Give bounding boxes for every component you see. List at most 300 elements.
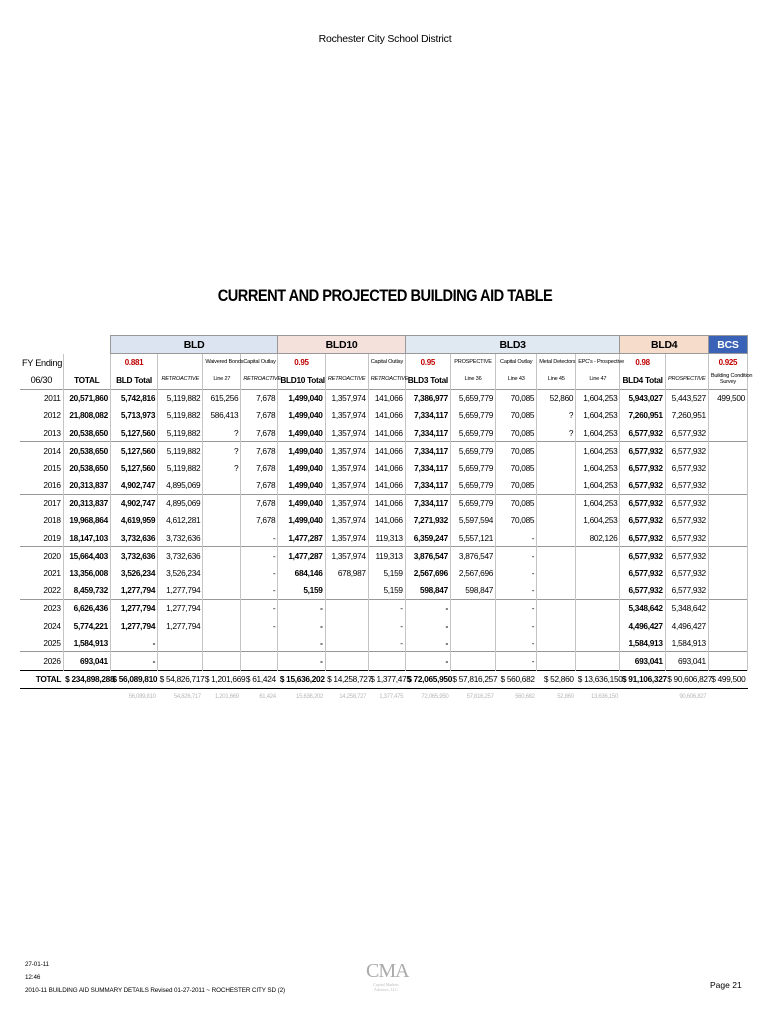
- bcs-cell: [708, 564, 747, 581]
- total-cell: 6,626,436: [63, 599, 110, 617]
- waiv-cell: [203, 547, 241, 565]
- total-cell: 20,313,837: [63, 494, 110, 512]
- metal-cell: [537, 529, 576, 547]
- bld3-prosp-cell: [450, 599, 495, 617]
- bld10-retro2-cell: -: [368, 617, 405, 634]
- ghost-metal-cell: 52,860: [557, 694, 574, 701]
- column-header-row: [20, 371, 748, 389]
- ghost-bld4-prosp-cell: 90,606,827: [679, 694, 707, 701]
- total-cell: 20,538,650: [63, 459, 110, 476]
- bld4-total-cell: 7,260,951: [620, 407, 665, 424]
- ghost-bld10-retro-cell: 14,258,727: [339, 694, 367, 701]
- group-bld4: BLD4: [620, 336, 708, 354]
- total-cell: 5,774,221: [63, 617, 110, 634]
- rate-bld10: 0.95: [278, 354, 325, 372]
- bld3-total-cell: -: [405, 652, 450, 670]
- waiv-cell: ?: [203, 442, 241, 460]
- group-bld: BLD: [110, 336, 277, 354]
- fy-cell: 2026: [20, 652, 63, 670]
- total-metal-cell: $ 52,860: [537, 670, 576, 688]
- ghost-epcs-cell: 13,636,150: [590, 694, 618, 701]
- district-header: Rochester City School District: [318, 33, 452, 45]
- fy-cell: 2012: [20, 407, 63, 424]
- bld3-prosp-cell: 5,659,779: [450, 477, 495, 495]
- waiv-cell: 615,256: [203, 389, 241, 407]
- bld-cap-cell: [241, 652, 278, 670]
- bld4-total-cell: 6,577,932: [620, 459, 665, 476]
- metal-cell: [537, 494, 576, 512]
- bld3-prosp-cell: 5,659,779: [450, 442, 495, 460]
- table-row: [20, 477, 748, 495]
- bld10-retro2-cell: -: [368, 599, 405, 617]
- rate-bcs: 0.925: [708, 354, 747, 372]
- waiv-cell: [203, 494, 241, 512]
- bld4-prosp-cell: 6,577,932: [665, 424, 708, 442]
- metal-cell: [537, 564, 576, 581]
- totals-row: [20, 670, 748, 688]
- total-bld3-prosp-cell: $ 57,816,257: [450, 670, 495, 688]
- bld4-total-cell: 5,943,027: [620, 389, 665, 407]
- bld3-prosp-cell: 5,597,594: [450, 512, 495, 529]
- table-row: [20, 634, 748, 652]
- bld3-prosp-cell: 5,659,779: [450, 424, 495, 442]
- bld10-retro2-cell: 141,066: [368, 389, 405, 407]
- bld-total-cell: 1,277,794: [110, 582, 157, 600]
- total-bld4-total-cell: $ 91,106,327: [620, 670, 665, 688]
- bcs-cell: [708, 617, 747, 634]
- bld4-prosp-cell: 693,041: [665, 652, 708, 670]
- table-row: [20, 617, 748, 634]
- table-row: [20, 564, 748, 581]
- metal-cell: 52,860: [537, 389, 576, 407]
- bld4-prosp-cell: 4,496,427: [665, 617, 708, 634]
- bld10-total-cell: 1,499,040: [278, 477, 325, 495]
- metal-detectors-label: Metal Detectors: [537, 354, 576, 372]
- waiv-cell: 586,413: [203, 407, 241, 424]
- bld10-total-cell: 1,499,040: [278, 512, 325, 529]
- total-bld10-retro2-cell: $ 1,377,475: [368, 670, 405, 688]
- bld4-prosp-header: PROSPECTIVE: [665, 371, 708, 389]
- bcs-cell: [708, 442, 747, 460]
- fy-cell: 2022: [20, 582, 63, 600]
- line45-header: Line 45: [537, 371, 576, 389]
- bld4-prosp-cell: 5,443,527: [665, 389, 708, 407]
- bld4-total-cell: 693,041: [620, 652, 665, 670]
- bld3-retro-cell: 70,085: [496, 407, 537, 424]
- table-row: [20, 547, 748, 565]
- bld3-prosp-cell: 5,659,779: [450, 459, 495, 476]
- ghost-bld3-retro-cell: 560,682: [515, 694, 535, 701]
- bcs-cell: [708, 459, 747, 476]
- bld3-retro-cell: -: [496, 652, 537, 670]
- total-bld-retro-cell: $ 54,826,717: [158, 670, 203, 688]
- metal-cell: [537, 512, 576, 529]
- total-bcs-cell: $ 499,500: [708, 670, 747, 688]
- fy-cell: 2016: [20, 477, 63, 495]
- bld10-total-cell: 1,477,287: [278, 529, 325, 547]
- epcs-cell: [576, 547, 620, 565]
- bld10-retro-cell: 678,987: [325, 564, 368, 581]
- bld3-total-cell: 7,334,117: [405, 494, 450, 512]
- bld-cap-cell: -: [241, 582, 278, 600]
- ghost-bld10-total-cell: 15,636,202: [296, 694, 324, 701]
- bld-cap-cell: -: [241, 529, 278, 547]
- bld4-prosp-cell: 6,577,932: [665, 512, 708, 529]
- bld10-retro-cell: 1,357,974: [325, 547, 368, 565]
- bld10-total-cell: -: [278, 634, 325, 652]
- bld-total-cell: 3,732,636: [110, 547, 157, 565]
- metal-cell: [537, 652, 576, 670]
- bld3-retro-cell: 70,085: [496, 512, 537, 529]
- bld-cap-cell: 7,678: [241, 459, 278, 476]
- bld3-retro-cell: 70,085: [496, 494, 537, 512]
- page-title: CURRENT AND PROJECTED BUILDING AID TABLE: [217, 286, 553, 305]
- bld4-prosp-cell: 7,260,951: [665, 407, 708, 424]
- bld3-total-cell: -: [405, 634, 450, 652]
- metal-cell: [537, 617, 576, 634]
- waiv-cell: [203, 599, 241, 617]
- bld4-total-cell: 6,577,932: [620, 582, 665, 600]
- bld10-retro-header: RETROACTIVE: [325, 371, 368, 389]
- bld-total-cell: 4,902,747: [110, 494, 157, 512]
- waiv-cell: ?: [203, 424, 241, 442]
- bld10-retro-cell: 1,357,974: [325, 424, 368, 442]
- bld3-total-cell: 7,386,977: [405, 389, 450, 407]
- bld10-retro-cell: 1,357,974: [325, 459, 368, 476]
- bld4-total-cell: 6,577,932: [620, 442, 665, 460]
- fy-cell: 2024: [20, 617, 63, 634]
- cma-logo: CMA Capital Markets Advisors, LLC: [366, 960, 409, 992]
- bld3-prosp-cell: 5,659,779: [450, 494, 495, 512]
- bld-cap-cell: 7,678: [241, 407, 278, 424]
- bld3-total-header: BLD3 Total: [405, 371, 450, 389]
- waiv-cell: [203, 477, 241, 495]
- epcs-cell: [576, 599, 620, 617]
- waivered-bonds-label: Waivered Bonds: [203, 354, 241, 372]
- bld-cap-cell: -: [241, 617, 278, 634]
- bld3-retro-cell: -: [496, 634, 537, 652]
- bld10-retro2-cell: 5,159: [368, 564, 405, 581]
- bld4-total-cell: 6,577,932: [620, 494, 665, 512]
- group-bcs: BCS: [708, 336, 747, 354]
- bld10-retro2-cell: [368, 652, 405, 670]
- bld-total-cell: 3,526,234: [110, 564, 157, 581]
- bld10-total-cell: 1,499,040: [278, 459, 325, 476]
- waiv-cell: [203, 529, 241, 547]
- bld10-retro2-cell: 141,066: [368, 512, 405, 529]
- epcs-cell: [576, 634, 620, 652]
- metal-cell: [537, 599, 576, 617]
- bld3-retro-cell: -: [496, 617, 537, 634]
- bld3-total-cell: 3,876,547: [405, 547, 450, 565]
- capital-outlay-label-2: Capital Outlay: [368, 354, 405, 372]
- bcs-cell: [708, 652, 747, 670]
- bld-cap-cell: 7,678: [241, 477, 278, 495]
- bld3-retro-cell: -: [496, 582, 537, 600]
- fy-cell: 2013: [20, 424, 63, 442]
- bld10-retro2-cell: 5,159: [368, 582, 405, 600]
- bld10-total-cell: 1,499,040: [278, 389, 325, 407]
- bld10-retro-cell: [325, 617, 368, 634]
- bcs-cell: [708, 424, 747, 442]
- bcs-cell: [708, 599, 747, 617]
- bld4-prosp-cell: 6,577,932: [665, 477, 708, 495]
- bld-total-cell: 4,619,959: [110, 512, 157, 529]
- total-cell: 693,041: [63, 652, 110, 670]
- table-row: [20, 512, 748, 529]
- bcs-cell: 499,500: [708, 389, 747, 407]
- total-waiv-cell: $ 1,201,669: [203, 670, 241, 688]
- bld3-total-cell: 7,334,117: [405, 407, 450, 424]
- rate-bld4: 0.98: [620, 354, 665, 372]
- line47-header: Line 47: [576, 371, 620, 389]
- bld3-retro-cell: -: [496, 564, 537, 581]
- epcs-cell: 1,604,253: [576, 477, 620, 495]
- metal-cell: ?: [537, 424, 576, 442]
- bld4-prosp-cell: 6,577,932: [665, 494, 708, 512]
- total-header: TOTAL: [63, 371, 110, 389]
- building-condition-header: Building Condition Survey: [708, 371, 747, 389]
- bld-total-cell: 5,742,816: [110, 389, 157, 407]
- bld-retro-cell: 4,895,069: [158, 494, 203, 512]
- table-row: [20, 494, 748, 512]
- bld3-total-cell: 7,334,117: [405, 477, 450, 495]
- bld10-retro2-cell: 141,066: [368, 477, 405, 495]
- total-bld10-total-cell: $ 15,636,202: [278, 670, 325, 688]
- bld-total-cell: 5,127,560: [110, 424, 157, 442]
- bld4-total-cell: 6,577,932: [620, 547, 665, 565]
- bld-cap-cell: 7,678: [241, 424, 278, 442]
- ghost-bld3-total-cell: 72,065,950: [421, 694, 449, 701]
- bld3-total-cell: 7,334,117: [405, 424, 450, 442]
- bld10-retro-cell: [325, 599, 368, 617]
- total-total-cell: $ 234,898,288: [63, 670, 110, 688]
- bld10-total-cell: -: [278, 652, 325, 670]
- total-cell: 20,538,650: [63, 442, 110, 460]
- ghost-empty-cell: [63, 688, 110, 706]
- total-cell: 18,147,103: [63, 529, 110, 547]
- fy-cell: 2018: [20, 512, 63, 529]
- bld-total-cell: 5,127,560: [110, 459, 157, 476]
- bld10-retro-cell: 1,357,974: [325, 442, 368, 460]
- epcs-cell: 802,126: [576, 529, 620, 547]
- epcs-cell: 1,604,253: [576, 407, 620, 424]
- bld3-retro-cell: -: [496, 529, 537, 547]
- bld-total-cell: 1,277,794: [110, 599, 157, 617]
- waiv-cell: [203, 582, 241, 600]
- total-bld-total-cell: $ 56,089,810: [110, 670, 157, 688]
- bld-total-cell: 5,127,560: [110, 442, 157, 460]
- bld10-retro-cell: [325, 652, 368, 670]
- bld4-prosp-cell: 5,348,642: [665, 599, 708, 617]
- metal-cell: ?: [537, 407, 576, 424]
- bld-total-cell: 1,277,794: [110, 617, 157, 634]
- epcs-cell: [576, 564, 620, 581]
- group-bld3: BLD3: [405, 336, 620, 354]
- bld-cap-retro-header: RETROACTIVE: [241, 371, 278, 389]
- bld3-prosp-cell: [450, 652, 495, 670]
- bcs-cell: [708, 529, 747, 547]
- bld3-total-cell: 598,847: [405, 582, 450, 600]
- bld4-prosp-cell: 6,577,932: [665, 582, 708, 600]
- total-cell: 8,459,732: [63, 582, 110, 600]
- table-row: [20, 424, 748, 442]
- ghost-empty-cell: [708, 688, 747, 706]
- bld-retro-cell: 4,895,069: [158, 477, 203, 495]
- bld10-total-cell: -: [278, 617, 325, 634]
- table-row: [20, 459, 748, 476]
- page-number: Page 21: [710, 980, 742, 990]
- bld4-prosp-cell: 6,577,932: [665, 459, 708, 476]
- bld10-total-cell: 1,499,040: [278, 407, 325, 424]
- bld4-total-cell: 6,577,932: [620, 477, 665, 495]
- bld10-total-cell: 5,159: [278, 582, 325, 600]
- fy-ending-label: FY Ending: [20, 354, 63, 372]
- bld3-prosp-cell: 598,847: [450, 582, 495, 600]
- ghost-waiv-cell: 1,201,669: [214, 694, 239, 701]
- fy-cell: 2015: [20, 459, 63, 476]
- table-row: [20, 582, 748, 600]
- total-cell: 20,538,650: [63, 424, 110, 442]
- waiv-cell: [203, 634, 241, 652]
- total-bld-cap-cell: $ 61,424: [241, 670, 278, 688]
- bld-cap-cell: -: [241, 599, 278, 617]
- bld4-total-cell: 6,577,932: [620, 512, 665, 529]
- metal-cell: [537, 459, 576, 476]
- bld4-prosp-cell: 6,577,932: [665, 529, 708, 547]
- bld10-total-cell: 1,477,287: [278, 547, 325, 565]
- prospective-label: PROSPECTIVE: [450, 354, 495, 372]
- line43-header: Line 43: [496, 371, 537, 389]
- bld10-retro-cell: 1,357,974: [325, 407, 368, 424]
- bld3-retro-cell: 70,085: [496, 442, 537, 460]
- bld10-retro2-cell: 141,066: [368, 407, 405, 424]
- bld10-retro-cell: 1,357,974: [325, 494, 368, 512]
- bld3-total-cell: 6,359,247: [405, 529, 450, 547]
- bcs-cell: [708, 477, 747, 495]
- bld10-retro-cell: 1,357,974: [325, 512, 368, 529]
- bld10-retro-cell: 1,357,974: [325, 477, 368, 495]
- line27-header: Line 27: [203, 371, 241, 389]
- ghost-bld10-retro2-cell: 1,377,475: [379, 694, 404, 701]
- bcs-cell: [708, 494, 747, 512]
- bld-total-header: BLD Total: [110, 371, 157, 389]
- bld4-prosp-cell: 1,584,913: [665, 634, 708, 652]
- bld10-retro2-cell: 141,066: [368, 494, 405, 512]
- bld10-retro-cell: [325, 634, 368, 652]
- metal-cell: [537, 582, 576, 600]
- bld-retro-cell: 5,119,882: [158, 442, 203, 460]
- bld10-retro2-header: RETROACTIVE: [368, 371, 405, 389]
- bld10-retro2-cell: -: [368, 634, 405, 652]
- bld-cap-cell: -: [241, 564, 278, 581]
- fy-cell: 2020: [20, 547, 63, 565]
- total-bld4-prosp-cell: $ 90,606,827: [665, 670, 708, 688]
- bld3-total-cell: -: [405, 617, 450, 634]
- fy-cell: 2017: [20, 494, 63, 512]
- bld-total-cell: -: [110, 652, 157, 670]
- bld-retro-cell: [158, 634, 203, 652]
- bcs-cell: [708, 547, 747, 565]
- capital-outlay-label-3: Capital Outlay: [496, 354, 537, 372]
- fy-cell: 2011: [20, 389, 63, 407]
- capital-outlay-label: Capital Outlay: [241, 354, 278, 372]
- bld3-prosp-cell: 5,557,121: [450, 529, 495, 547]
- fy-cell: 2019: [20, 529, 63, 547]
- bld-retro-cell: 5,119,882: [158, 407, 203, 424]
- epcs-label: EPC's - Prospective: [576, 354, 620, 372]
- total-cell: 13,356,008: [63, 564, 110, 581]
- bld10-retro-cell: 1,357,974: [325, 389, 368, 407]
- table-row: [20, 442, 748, 460]
- bld4-prosp-cell: 6,577,932: [665, 547, 708, 565]
- total-epcs-cell: $ 13,636,150: [576, 670, 620, 688]
- rate-bld: 0.881: [110, 354, 157, 372]
- bld4-total-cell: 4,496,427: [620, 617, 665, 634]
- bld4-total-cell: 6,577,932: [620, 564, 665, 581]
- bld-total-cell: 3,732,636: [110, 529, 157, 547]
- bcs-cell: [708, 582, 747, 600]
- bld3-prosp-cell: 5,659,779: [450, 389, 495, 407]
- building-aid-table: [20, 335, 753, 706]
- bld3-total-cell: 7,334,117: [405, 459, 450, 476]
- bld3-total-cell: 7,271,932: [405, 512, 450, 529]
- ghost-bld-retro-cell: 54,826,717: [173, 694, 201, 701]
- bcs-cell: [708, 512, 747, 529]
- table-row: [20, 529, 748, 547]
- bld10-retro2-cell: 141,066: [368, 459, 405, 476]
- bld10-total-header: BLD10 Total: [278, 371, 325, 389]
- rate-row: [20, 354, 748, 372]
- bld3-prosp-cell: [450, 634, 495, 652]
- total-cell: 20,571,860: [63, 389, 110, 407]
- group-header-row: [20, 336, 748, 354]
- ghost-bld3-prosp-cell: 57,816,257: [466, 694, 494, 701]
- bld-retro-cell: 1,277,794: [158, 582, 203, 600]
- fy-cell: 2014: [20, 442, 63, 460]
- bld-retro-cell: 3,732,636: [158, 529, 203, 547]
- footer-date: 27-01-11: [25, 961, 49, 968]
- bld3-prosp-cell: 2,567,696: [450, 564, 495, 581]
- bld-retro-cell: 3,732,636: [158, 547, 203, 565]
- bld-retro-cell: 5,119,882: [158, 389, 203, 407]
- epcs-cell: [576, 582, 620, 600]
- group-bld10: BLD10: [278, 336, 405, 354]
- waiv-cell: [203, 512, 241, 529]
- bld-retro-cell: 4,612,281: [158, 512, 203, 529]
- waiv-cell: [203, 617, 241, 634]
- table-row: [20, 389, 748, 407]
- bld3-total-cell: 7,334,117: [405, 442, 450, 460]
- bld10-total-cell: 684,146: [278, 564, 325, 581]
- ghost-empty-cell: [20, 688, 63, 706]
- total-bld3-total-cell: $ 72,065,950: [405, 670, 450, 688]
- total-bld3-retro-cell: $ 560,682: [496, 670, 537, 688]
- bld4-total-cell: 6,577,932: [620, 529, 665, 547]
- bld4-prosp-cell: 6,577,932: [665, 564, 708, 581]
- bld-retro-cell: 5,119,882: [158, 424, 203, 442]
- total-cell: 15,664,403: [63, 547, 110, 565]
- ghost-bld-total-cell: 56,089,810: [128, 694, 156, 701]
- bld4-prosp-cell: 6,577,932: [665, 442, 708, 460]
- total-bld10-retro-cell: $ 14,258,727: [325, 670, 368, 688]
- bld10-retro-cell: [325, 582, 368, 600]
- bld10-retro2-cell: 141,066: [368, 442, 405, 460]
- epcs-cell: 1,604,253: [576, 442, 620, 460]
- bld10-total-cell: 1,499,040: [278, 442, 325, 460]
- bld4-total-cell: 1,584,913: [620, 634, 665, 652]
- bld3-retro-cell: -: [496, 547, 537, 565]
